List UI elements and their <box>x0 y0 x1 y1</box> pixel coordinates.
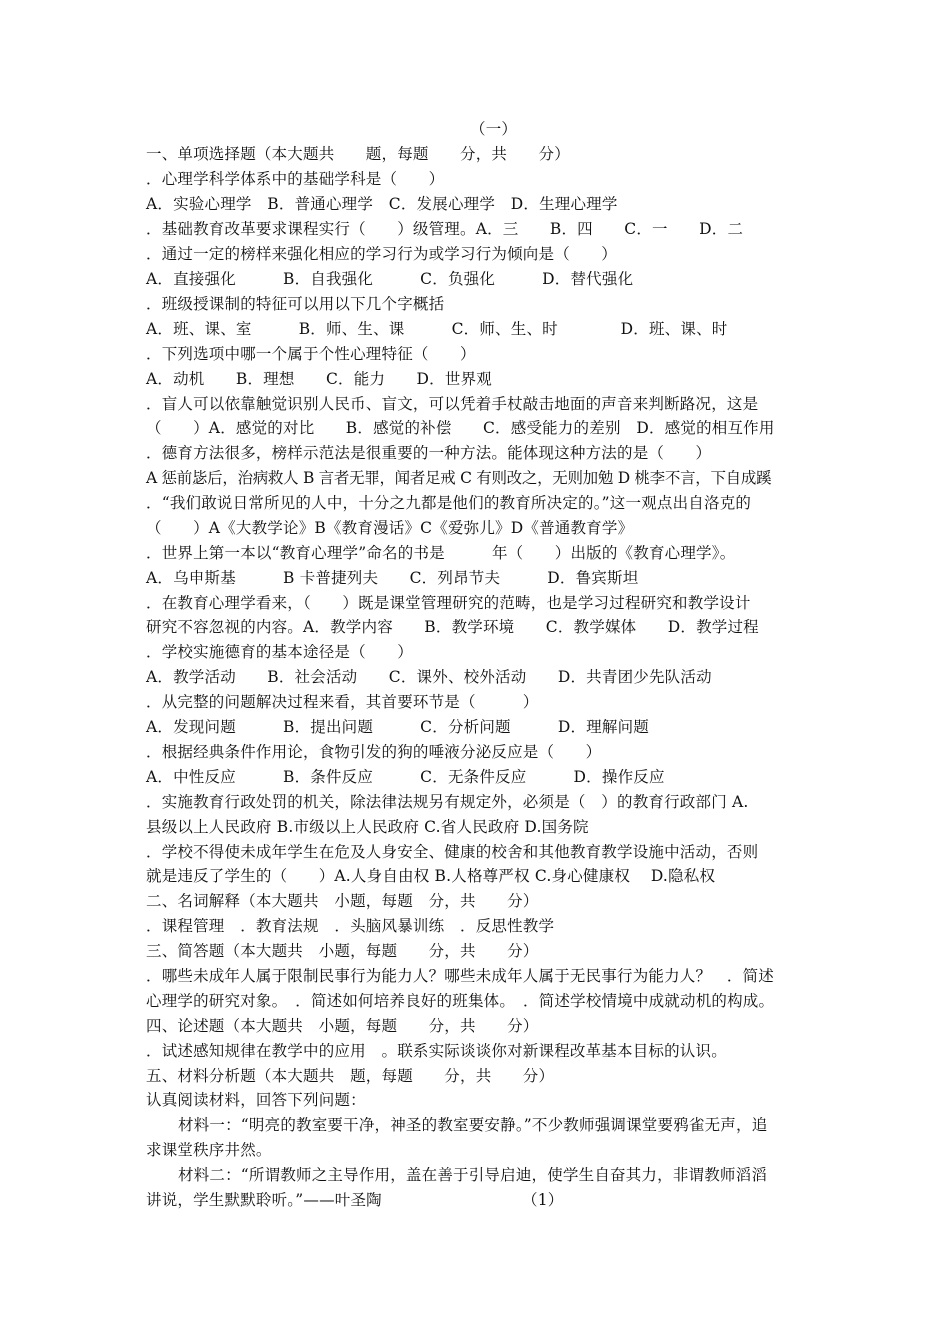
material-two-continuation: 讲说，学生默默聆听。”——叶圣陶 <box>146 1191 382 1209</box>
section-heading-single-choice: 一、单项选择题（本大题共 题，每题 分，共 分） <box>146 145 570 163</box>
document-title: （一） <box>470 120 518 138</box>
options-line: （ ）A《大教学论》B《教育漫话》C《爱弥儿》D《普通教育学》 <box>146 519 634 537</box>
options-line: A．班、课、室 B．师、生、课 C．师、生、时 D．班、课、时 <box>146 320 728 338</box>
options-line: A．乌申斯基 B 卡普捷列夫 C．列昂节夫 D．鲁宾斯坦 <box>146 569 639 587</box>
question-line: ．“我们敢说日常所见的人中，十分之九都是他们的教育所决定的。”这一观点出自洛克的 <box>146 494 752 512</box>
options-line: 县级以上人民政府 B.市级以上人民政府 C.省人民政府 D.国务院 <box>146 818 589 836</box>
question-line: ．根据经典条件作用论，食物引发的狗的唾液分泌反应是（ ） <box>146 743 602 761</box>
question-line: ．学校实施德育的基本途径是（ ） <box>146 643 413 661</box>
options-line: 就是违反了学生的（ ）A.人身自由权 B.人格尊严权 C.身心健康权 D.隐私权 <box>146 867 716 885</box>
options-line: A．教学活动 B．社会活动 C．课外、校外活动 D．共青团少先队活动 <box>146 668 712 686</box>
options-line: 研究不容忽视的内容。A．教学内容 B．教学环境 C．教学媒体 D．教学过程 <box>146 618 759 636</box>
material-one-line: 材料一：“明亮的教室要干净，神圣的教室要安静。”不少教师强调课堂要鸦雀无声，追 <box>178 1116 768 1134</box>
question-line: ．德育方法很多，榜样示范法是很重要的一种方法。能体现这种方法的是（ ） <box>146 444 712 462</box>
question-line: ．盲人可以依靠触觉识别人民币、盲文，可以凭着手杖敲击地面的声音来判断路况，这是 <box>146 395 759 413</box>
section-heading-term-definitions: 二、名词解释（本大题共 小题，每题 分，共 分） <box>146 892 539 910</box>
section-heading-material-analysis: 五、材料分析题（本大题共 题，每题 分，共 分） <box>146 1067 555 1085</box>
question-line: ．实施教育行政处罚的机关，除法律法规另有规定外，必须是（ ）的教育行政部门 A. <box>146 793 749 811</box>
options-line: （ ）A．感觉的对比 B．感觉的补偿 C．感受能力的差别 D．感觉的相互作用 <box>146 419 775 437</box>
material-two-line: 材料二：“所谓教师之主导作用，盖在善于引导启迪，使学生自奋其力，非谓教师滔滔 <box>178 1166 768 1184</box>
question-line: ．哪些未成年人属于限制民事行为能力人？哪些未成年人属于无民事行为能力人？ ．简述 <box>146 967 775 985</box>
page-number: （1） <box>522 1191 564 1209</box>
options-line: A．实验心理学 B．普通心理学 C．发展心理学 D．生理心理学 <box>146 195 618 213</box>
options-line: A．中性反应 B．条件反应 C．无条件反应 D．操作反应 <box>146 768 665 786</box>
section-heading-short-answer: 三、简答题（本大题共 小题，每题 分，共 分） <box>146 942 539 960</box>
question-line: ．学校不得使未成年学生在危及人身安全、健康的校舍和其他教育教学设施中活动，否则 <box>146 843 759 861</box>
question-line: ．试述感知规律在教学中的应用 。联系实际谈谈你对新课程改革基本目标的认识。 <box>146 1042 727 1060</box>
question-line: ．世界上第一本以“教育心理学”命名的书是 年（ ）出版的《教育心理学》。 <box>146 544 736 562</box>
question-line: ．在教育心理学看来，（ ）既是课堂管理研究的范畴，也是学习过程研究和教学设计 <box>146 594 751 612</box>
question-line: ．下列选项中哪一个属于个性心理特征（ ） <box>146 345 476 363</box>
question-line: ．课程管理 ．教育法规 ．头脑风暴训练 ．反思性教学 <box>146 917 555 935</box>
question-line: ．心理学科学体系中的基础学科是（ ） <box>146 170 445 188</box>
material-one-continuation: 求课堂秩序井然。 <box>146 1141 272 1159</box>
options-line: A．发现问题 B．提出问题 C．分析问题 D．理解问题 <box>146 718 649 736</box>
options-line: A．动机 B．理想 C．能力 D．世界观 <box>146 370 492 388</box>
options-line: A．直接强化 B．自我强化 C．负强化 D．替代强化 <box>146 270 634 288</box>
section-heading-essay: 四、论述题（本大题共 小题，每题 分，共 分） <box>146 1017 539 1035</box>
question-line: 心理学的研究对象。 ．简述如何培养良好的班集体。 ．简述学校情境中成就动机的构成。 <box>146 992 775 1010</box>
options-line: A 惩前毖后，治病救人 B 言者无罪，闻者足戒 C 有则改之，无则加勉 D 桃李不言，下自成蹊 <box>146 469 772 487</box>
question-line: ．班级授课制的特征可以用以下几个字概括 <box>146 295 445 313</box>
question-line: ．通过一定的榜样来强化相应的学习行为或学习行为倾向是（ ） <box>146 245 618 263</box>
instruction-line: 认真阅读材料，回答下列问题： <box>146 1091 366 1109</box>
question-line: ．从完整的问题解决过程来看，其首要环节是（ ） <box>146 693 539 711</box>
question-line: ．基础教育改革要求课程实行（ ）级管理。A．三 B．四 C．一 D．二 <box>146 220 744 238</box>
